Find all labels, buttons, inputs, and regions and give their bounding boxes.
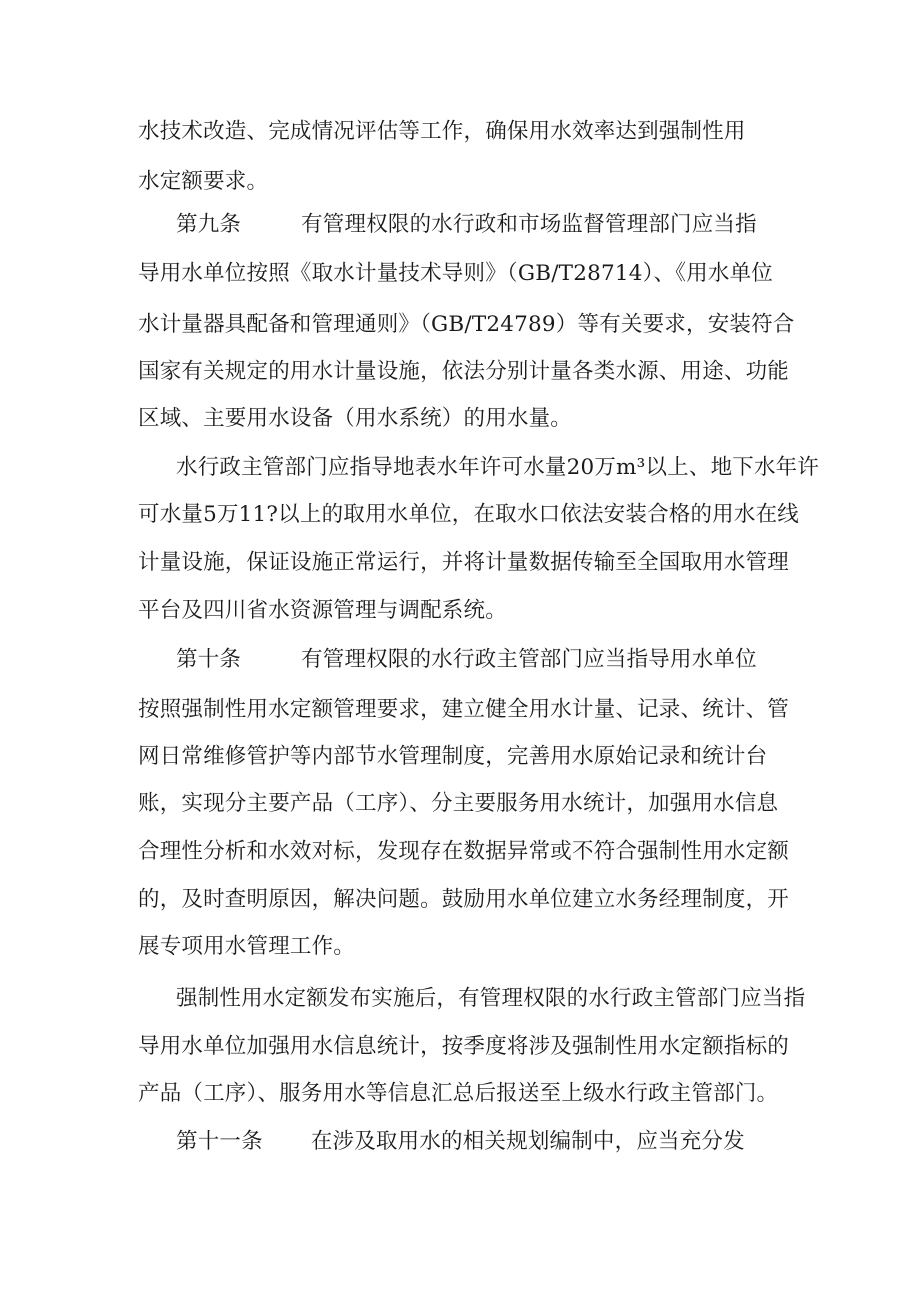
article-number: 第十条	[176, 647, 242, 672]
text-line: 平台及四川省水资源管理与调配系统。	[138, 598, 507, 623]
text-line: 的，及时查明原因，解决问题。鼓励用水单位建立水务经理制度，开	[138, 887, 790, 912]
article-number: 第九条	[176, 212, 242, 237]
text-line: 账，实现分主要产品（工序）、分主要服务用水统计，加强用水信息	[138, 791, 779, 816]
text-line: 导用水单位加强用水信息统计，按季度将涉及强制性用水定额指标的	[138, 1034, 790, 1059]
text-line: 按照强制性用水定额管理要求，建立健全用水计量、记录、统计、管	[138, 697, 790, 722]
text-line: 导用水单位按照《取水计量技术导则》（GB/T28714）、《用水单位	[138, 261, 774, 286]
text-line: 展专项用水管理工作。	[138, 934, 356, 959]
text-line: 水定额要求。	[138, 169, 269, 194]
article-number: 第十一条	[176, 1129, 263, 1154]
article-10-heading	[176, 646, 757, 674]
text-line: 水技术改造、完成情况评估等工作，确保用水效率达到强制性用	[138, 119, 746, 144]
text-line: 国家有关规定的用水计量设施，依法分别计量各类水源、用途、功能	[138, 359, 790, 384]
text-line: 产品（工序）、服务用水等信息汇总后报送至上级水行政主管部门。	[138, 1081, 779, 1106]
text-line: 水行政主管部门应指导地表水年许可水量20万m³以上、地下水年许	[176, 455, 820, 480]
text-line: 水计量器具配备和管理通则》（GB/T24789）等有关要求，安装符合	[138, 312, 795, 337]
text-line: 可水量5万11?以上的取用水单位，在取水口依法安装合格的用水在线	[138, 502, 799, 527]
text-line: 合理性分析和水效对标，发现存在数据异常或不符合强制性用水定额	[138, 839, 790, 864]
article-9-heading	[176, 211, 757, 239]
text-line: 区域、主要用水设备（用水系统）的用水量。	[138, 406, 573, 431]
text-line: 计量设施，保证设施正常运行，并将计量数据传输至全国取用水管理	[138, 550, 790, 575]
article-text: 有管理权限的水行政主管部门应当指导用水单位	[301, 647, 757, 672]
text-line: 网日常维修管护等内部节水管理制度，完善用水原始记录和统计台	[138, 744, 768, 769]
text-line: 强制性用水定额发布实施后，有管理权限的水行政主管部门应当指	[176, 986, 806, 1011]
article-11-heading	[176, 1128, 745, 1156]
article-text: 在涉及取用水的相关规划编制中，应当充分发	[310, 1129, 745, 1154]
article-text: 有管理权限的水行政和市场监督管理部门应当指	[301, 212, 757, 237]
